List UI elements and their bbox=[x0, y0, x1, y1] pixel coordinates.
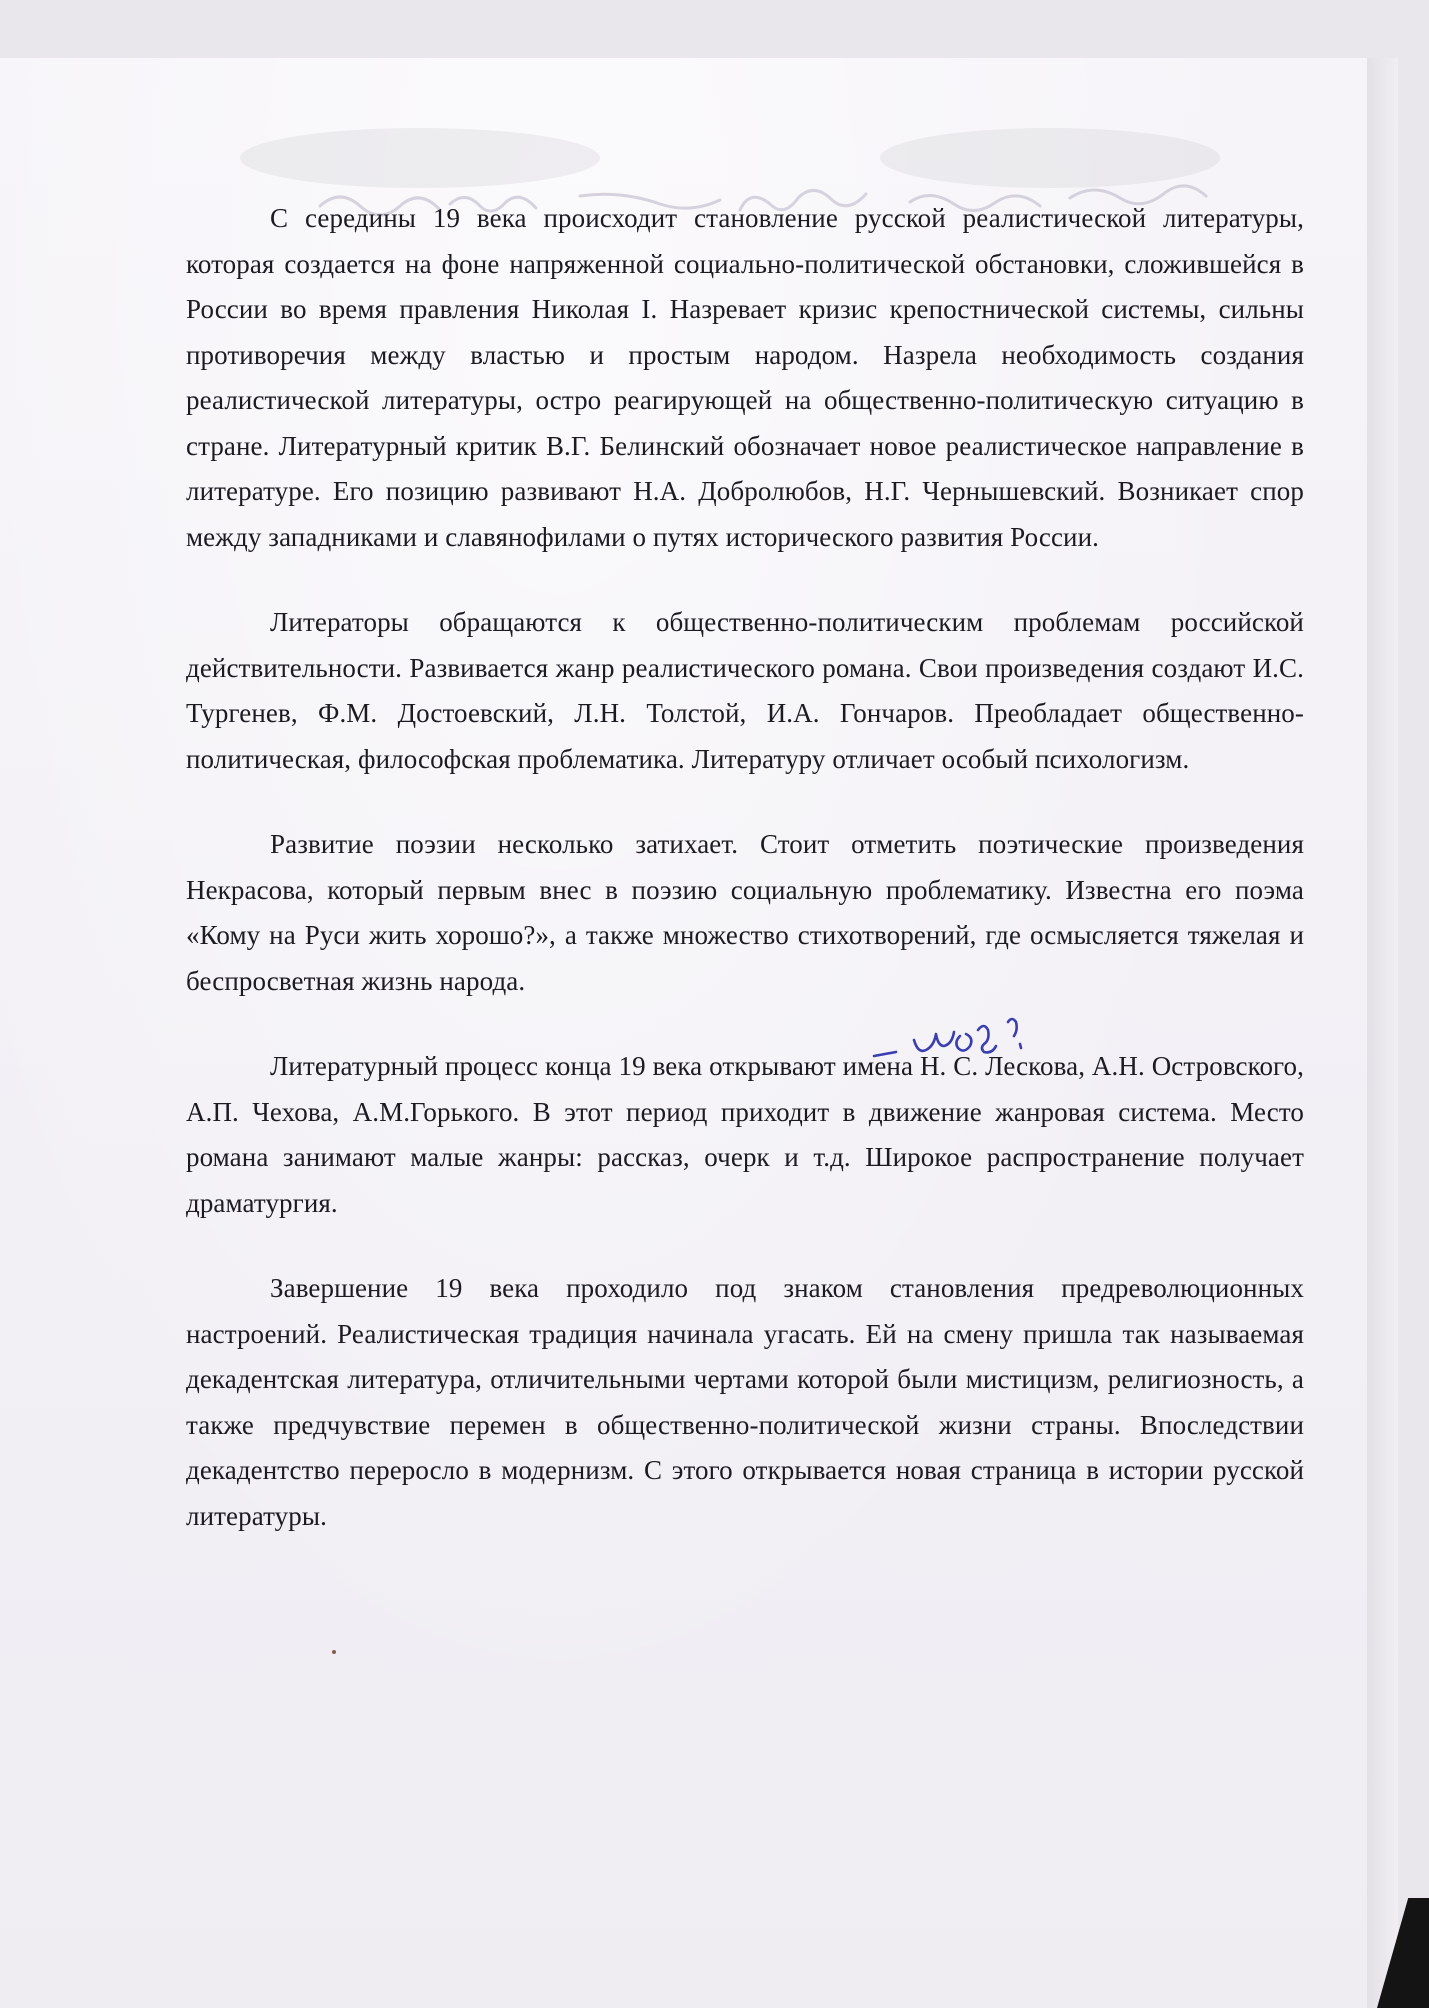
document-body bbox=[186, 196, 1304, 1579]
handwritten-annotation bbox=[870, 1000, 1040, 1070]
paragraph: Литераторы обращаются к общественно-политическим проблемам российской действительности. Развивается жанр реалистического романа. Свои произведения создают И.С. Тургенев, Ф.М. Достоевский, Л.Н. Толстой, И.А. Гончаров. Преобладает общественно-политическая, философская проблематика. Литературу отличает особый психологизм. bbox=[186, 607, 1304, 774]
paragraph: Развитие поэзии несколько затихает. Стоит отметить поэтические произведения Некрасова, который первым внес в поэзию социальную проблематику. Известна его поэма «Кому на Руси жить хорошо?», а также множество стихотворений, где осмысляется тяжелая и беспросветная жизнь народа. bbox=[186, 829, 1304, 996]
paper-smudge bbox=[880, 128, 1220, 188]
paragraph: Завершение 19 века проходило под знаком становления предреволюционных настроений. Реалистическая традиция начинала угасать. Ей на смену пришла так называемая декадентская литература, отличительными чертами которой были мистицизм, религиозность, а также предчувствие перемен в общественно-политической жизни страны. Впоследствии декадентство переросло в модернизм. С этого открывается новая страница в истории русской литературы. bbox=[186, 1273, 1304, 1531]
paragraph: С середины 19 века происходит становление русской реалистической литературы, которая создается на фоне напряженной социально-политической обстановки, сложившейся в России во время правления Николая I. Назревает кризис крепостнической системы, сильны противоречия между властью и простым народом. Назрела необходимость создания реалистической литературы, остро реагирующей на общественно-политическую ситуацию в стране. Литературный критик В.Г. Белинский обозначает новое реалистическое направление в литературе. Его позицию развивают Н.А. Добролюбов, Н.Г. Чернышевский. Возникает спор между западниками и славянофилами о путях исторического развития России. bbox=[186, 203, 1304, 552]
paragraph: Литературный процесс конца 19 века открывают имена Н. С. Лескова, А.Н. Островского, А.П. Чехова, А.М.Горького. В этот период приходит в движение жанровая система. Место романа занимают малые жанры: рассказ, очерк и т.д. Широкое распространение получает драматургия. bbox=[186, 1051, 1304, 1218]
paper-smudge bbox=[240, 128, 600, 188]
ink-speck bbox=[332, 1650, 336, 1654]
page-edge-shadow bbox=[1367, 58, 1398, 2008]
